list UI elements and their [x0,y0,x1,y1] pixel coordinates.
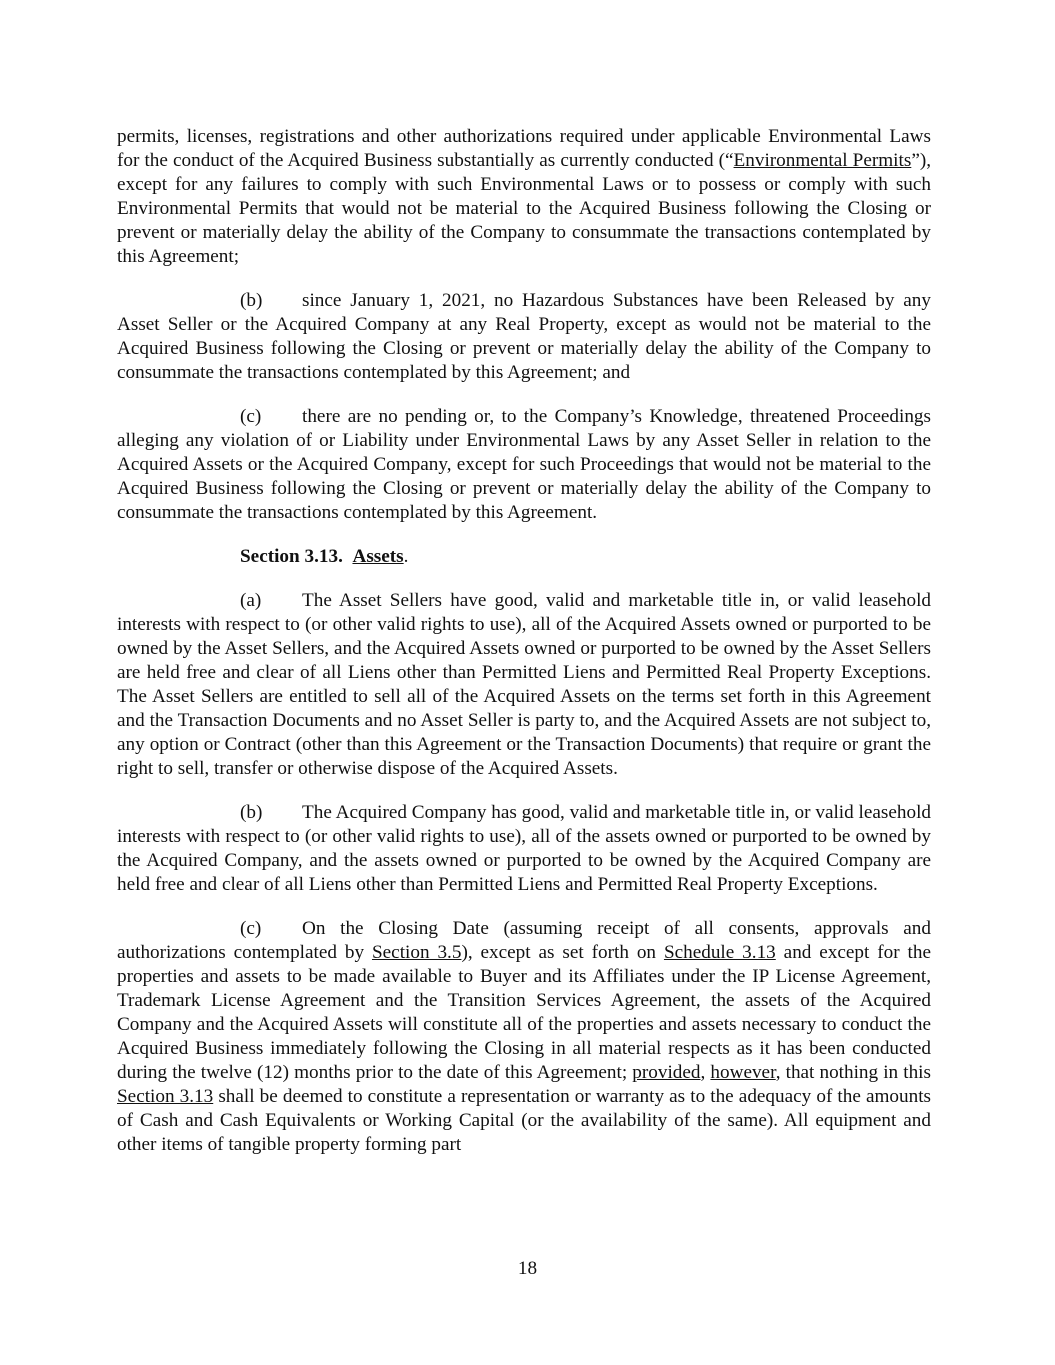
document-page [117,125,931,1177]
cross-reference-section-3-13: Section 3.13 [117,1086,214,1107]
paragraph-environmental-permits [117,125,931,269]
clause-label: (b) [240,290,263,311]
paragraph-text: permits, licenses, registrations and other authorizations required under applicable Environmental Laws for the conduct of the Acquired Business substantially as currently conducted (“ [117,126,931,171]
section-title-period: . [403,546,409,567]
paragraph-text: shall be deemed to constitute a representation or warranty as to the adequacy of the amounts of Cash and Cash Equivalents or Working Capital (or the availability of the same). All equipment and other items of tangible property forming part [117,1086,931,1155]
page-number: 18 [517,1258,538,1279]
paragraph-c-proceedings [117,405,931,525]
paragraph-text: ), except as set forth on [461,942,664,963]
clause-label: (c) [240,918,262,939]
paragraph-text: , that nothing in this [775,1062,931,1083]
clause-label: (b) [240,802,263,823]
proviso-however: however [710,1062,776,1083]
paragraph-text: The Asset Sellers have good, valid and marketable title in, or valid leasehold interests with respect to (or other valid rights to use), all of the Acquired Assets owned or purported to be owned by the Asset Sellers, and the Acquired Assets owned or purported to be owned by the Asset Sellers are held free and clear of all Liens other than Permitted Liens and Permitted Real Property Exceptions. The Asset Sellers are entitled to sell all of the Acquired Assets on the terms set forth in this Agreement and the Transaction Documents and no Asset Seller is party to, and the Acquired Assets are not subject to, any option or Contract (other than this Agreement or the Transaction Documents) that require or grant the right to sell, transfer or otherwise dispose of the Acquired Assets. [117,590,931,779]
section-title: Assets [352,546,404,567]
cross-reference-section-3-5: Section 3.5 [371,942,462,963]
paragraph-b-hazardous-substances [117,289,931,385]
paragraph-text: The Acquired Company has good, valid and marketable title in, or valid leasehold interests with respect to (or other valid rights to use), all of the assets owned or purported to be owned by the Acquired Company, and the assets owned or purported to be owned by the Acquired Company are held free and clear of all Liens other than Permitted Liens and Permitted Real Property Exceptions. [117,802,931,895]
paragraph-text: since January 1, 2021, no Hazardous Substances have been Released by any Asset Seller or the Acquired Company at any Real Property, except as would not be material to the Acquired Business following the Closing or prevent or materially delay the ability of the Company to consummate the transactions contemplated by this Agreement; and [117,290,931,383]
section-heading-3-13 [240,545,931,569]
clause-label: (a) [240,590,262,611]
clause-label: (c) [240,406,262,427]
section-number: Section 3.13. [240,546,343,567]
proviso-provided: provided [632,1062,701,1083]
paragraph-text: ”), except for any failures to comply with such Environmental Laws or to possess or comply with such Environmental Permits that would not be material to the Acquired Business following the Closing or prevent or materially delay the ability of the Company to consummate the transactions contemplated by this Agreement; [117,150,932,267]
paragraph-b-acquired-company-title [117,801,931,897]
paragraph-text: On the Closing Date (assuming receipt of all consents, approvals and authorizations contemplated by [117,918,931,963]
paragraph-text: and except for the properties and assets to be made available to Buyer and its Affiliates under the IP License Agreement, Trademark License Agreement and the Transition Services Agreement, the assets of the Acquired Company and the Acquired Assets will constitute all of the properties and assets necessary to conduct the Acquired Business immediately following the Closing in all material respects as it has been conducted during the twelve (12) months prior to the date of this Agreement; [117,942,931,1083]
defined-term-environmental-permits: Environmental Permits [733,150,912,171]
paragraph-text: there are no pending or, to the Company’s Knowledge, threatened Proceedings alleging any violation of or Liability under Environmental Laws by any Asset Seller in relation to the Acquired Assets or the Acquired Company, except for such Proceedings that would not be material to the Acquired Business following the Closing or prevent or materially delay the ability of the Company to consummate the transactions contemplated by this Agreement. [117,406,931,523]
paragraph-text: , [700,1062,711,1083]
cross-reference-schedule-3-13: Schedule 3.13 [663,942,776,963]
paragraph-c-closing-date [117,917,931,1157]
paragraph-a-asset-sellers-title [117,589,931,781]
